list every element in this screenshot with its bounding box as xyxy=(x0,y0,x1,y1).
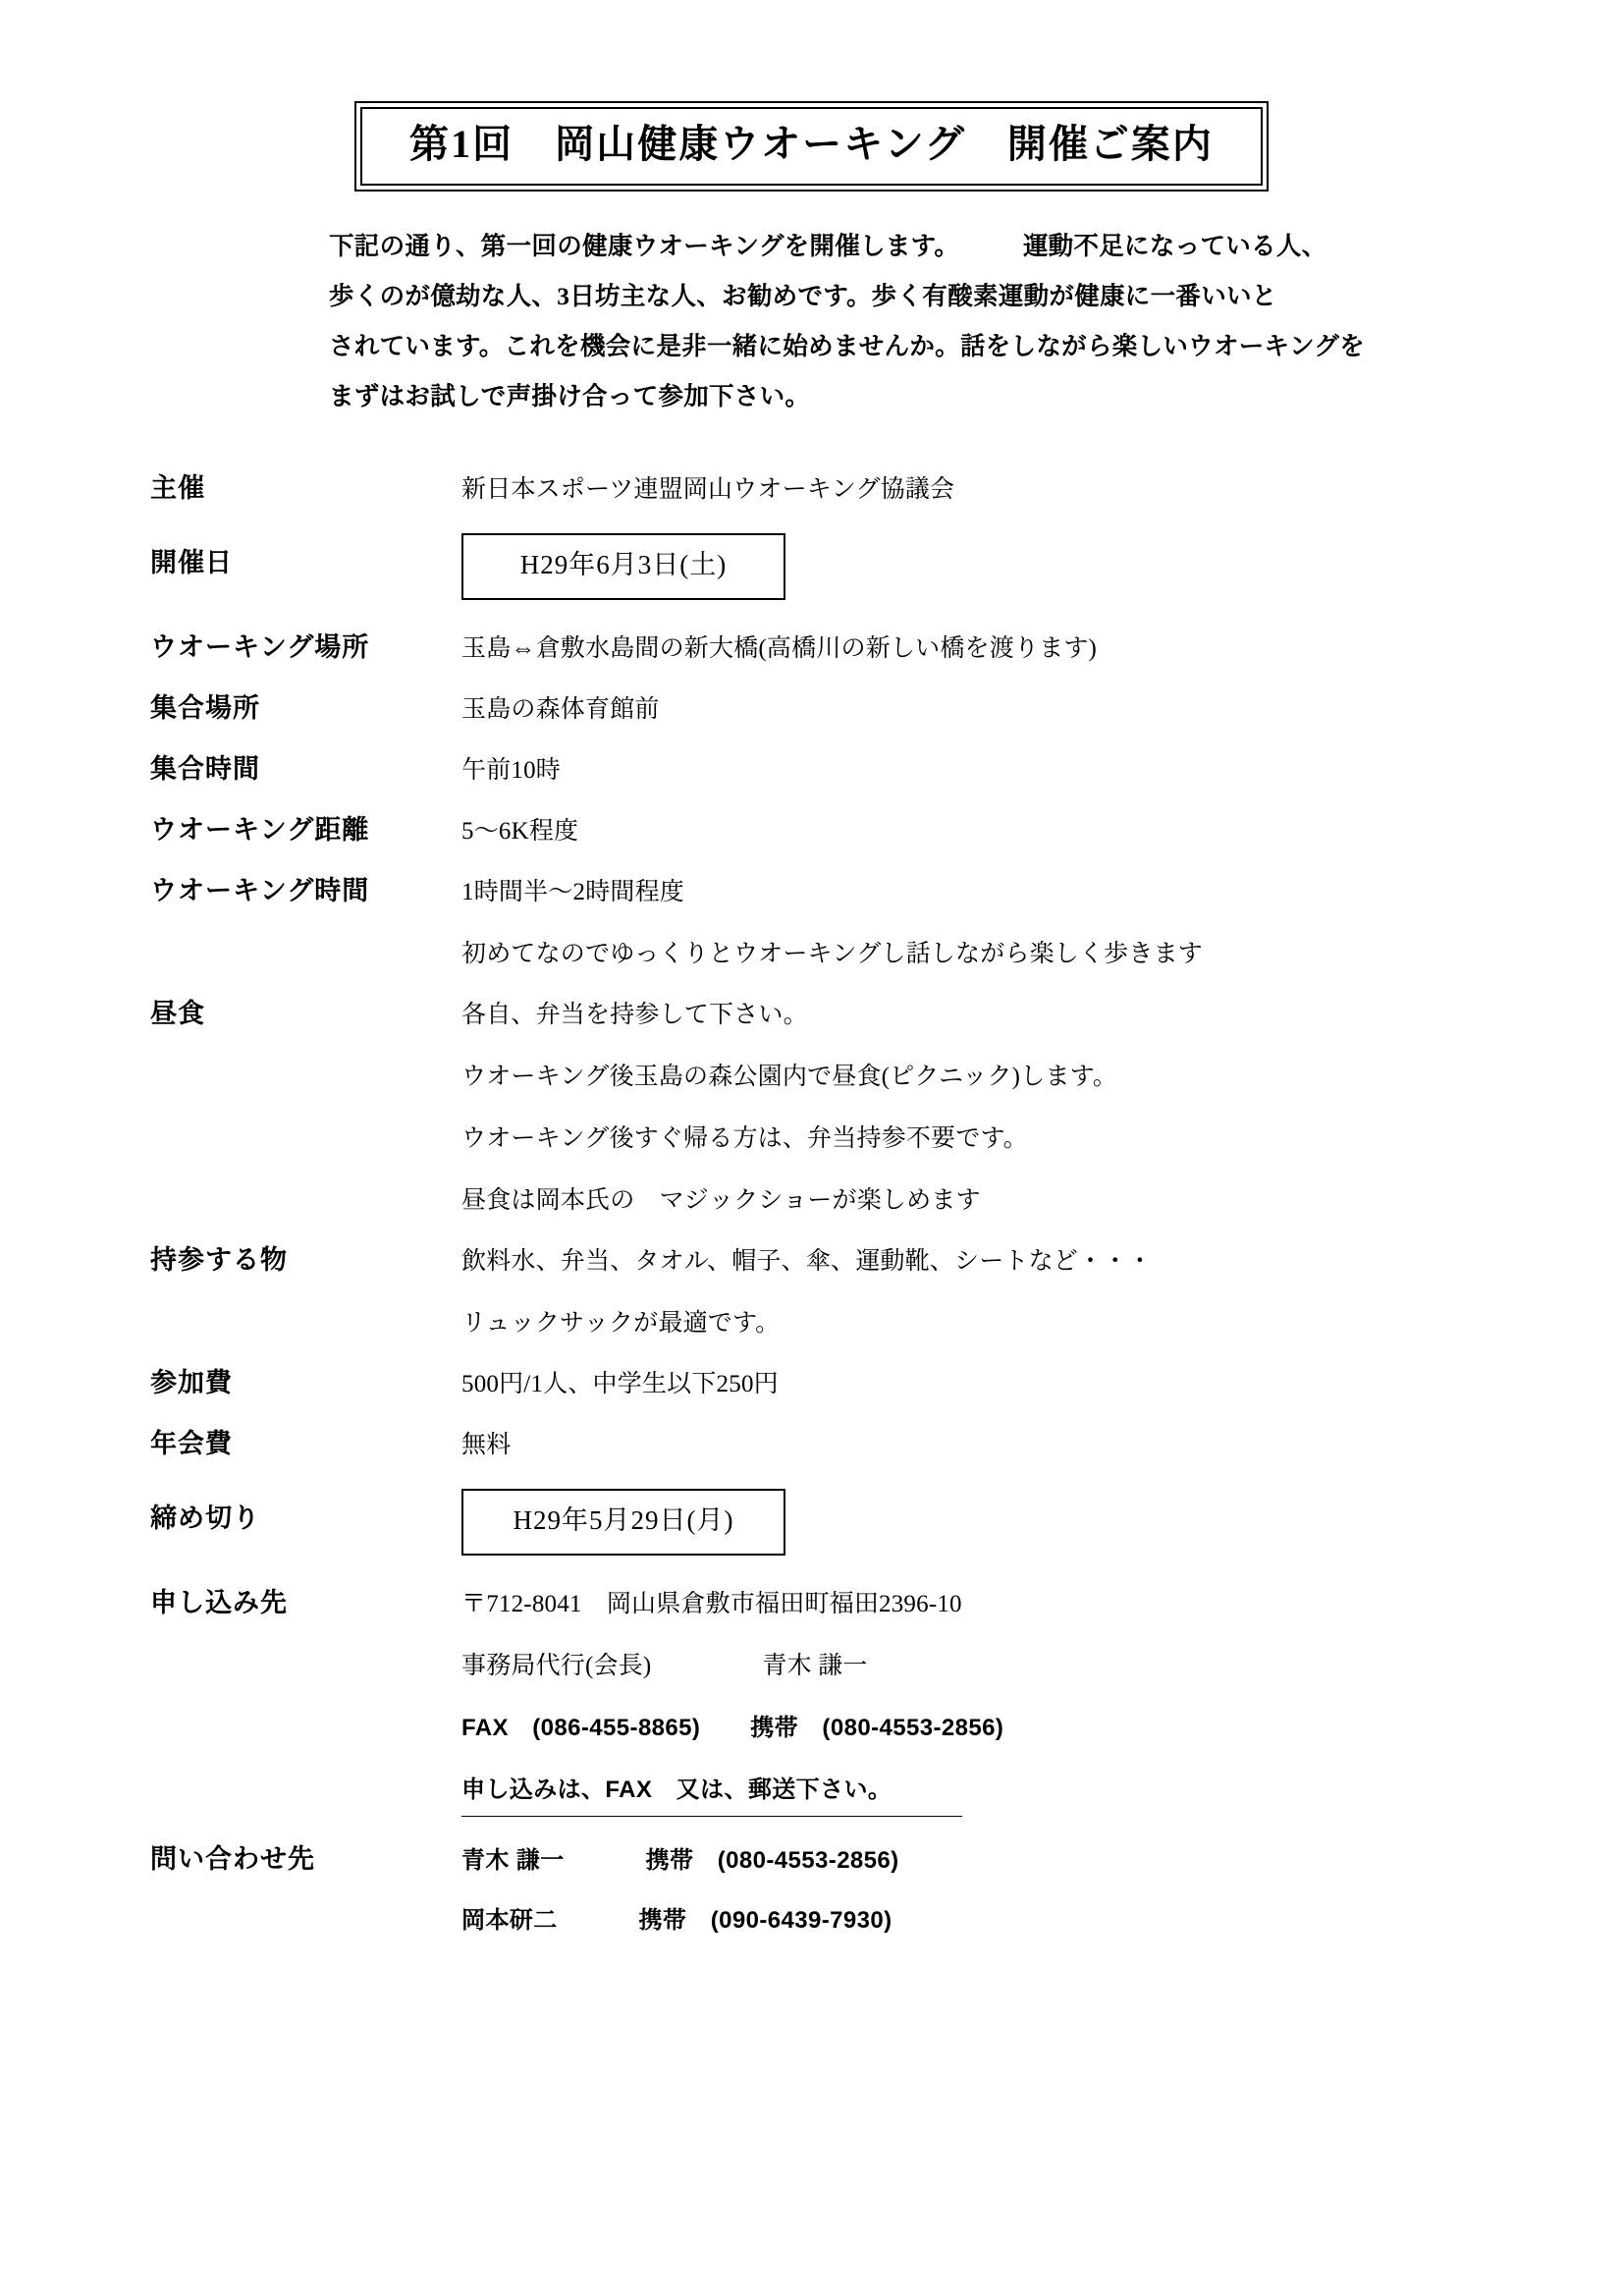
label-organizer: 主催 xyxy=(150,473,205,503)
label-place: ウオーキング場所 xyxy=(150,631,370,662)
inquiry-2-name: 岡本研二 xyxy=(461,1907,558,1935)
value-duration-wrap xyxy=(461,871,1505,971)
value-lunch-1: 各自、弁当を持参して下さい。 xyxy=(461,1001,808,1028)
value-organizer: 新日本スポーツ連盟岡山ウオーキング協議会 xyxy=(461,476,955,503)
value-apply-fax: FAX (086-455-8865) xyxy=(461,1714,701,1741)
inquiry-2-mobile: 携帯 (090-6439-7930) xyxy=(638,1907,893,1935)
value-meeting-place: 玉島の森体育館前 xyxy=(461,695,660,723)
title-inner-border xyxy=(360,107,1263,186)
label-date: 開催日 xyxy=(150,548,233,577)
label-distance: ウオーキング距離 xyxy=(150,814,370,845)
value-bring-2: リュックサックが最適です。 xyxy=(461,1309,781,1337)
inquiry-1-name: 青木 謙一 xyxy=(461,1847,565,1875)
page-title: 第1回 岡山健康ウオーキング 開催ご案内 xyxy=(409,122,1214,166)
intro-line-1: 下記の通り、第一回の健康ウオーキングを開催します。 運動不足になっている人、 xyxy=(329,232,1327,260)
value-apply-person: 青木 謙一 xyxy=(762,1652,868,1679)
title-outer-border xyxy=(354,101,1269,191)
value-apply-mobile: 携帯 (080-4553-2856) xyxy=(750,1714,1004,1741)
label-duration: ウオーキング時間 xyxy=(150,875,370,905)
inquiry-row-2 xyxy=(461,1903,1505,1938)
value-lunch-4: 昼食は岡本氏の マジックショーが楽しめます xyxy=(461,1186,981,1214)
value-lunch-2: ウオーキング後玉島の森公園内で昼食(ピクニック)します。 xyxy=(461,1063,1118,1090)
inquiry-1-mobile: 携帯 (080-4553-2856) xyxy=(645,1847,899,1875)
label-meeting-place: 集合場所 xyxy=(150,692,260,723)
row-organizer xyxy=(118,468,1505,507)
value-date-wrap xyxy=(461,529,1505,600)
intro-line-4: まずはお試しで声掛け合って参加下さい。 xyxy=(329,382,811,410)
row-deadline xyxy=(118,1485,1505,1556)
value-deadline-wrap xyxy=(461,1485,1505,1556)
value-duration-note: 初めてなのでゆっくりとウオーキングし話しながら楽しく歩きます xyxy=(461,940,1204,967)
value-apply-note: 申し込みは、FAX 又は、郵送下さい。 xyxy=(461,1774,962,1818)
row-apply xyxy=(118,1583,1505,1818)
row-fee xyxy=(118,1363,1505,1401)
intro-paragraph xyxy=(329,221,1488,421)
row-annual-fee xyxy=(118,1424,1505,1462)
label-annual-fee: 年会費 xyxy=(150,1428,233,1458)
value-meeting-time: 午前10時 xyxy=(461,756,562,784)
intro-line-3: されています。これを機会に是非一緒に始めませんか。話をしながら楽しいウオーキングを xyxy=(329,332,1365,360)
value-inquiry-wrap xyxy=(461,1839,1505,1938)
label-apply: 申し込み先 xyxy=(150,1587,288,1617)
intro-line-2: 歩くのが億劫な人、3日坊主な人、お勧めです。歩く有酸素運動が健康に一番いいと xyxy=(329,282,1277,310)
row-duration xyxy=(118,871,1505,971)
row-meeting-time xyxy=(118,749,1505,788)
label-meeting-time: 集合時間 xyxy=(150,753,260,784)
label-deadline: 締め切り xyxy=(150,1503,260,1533)
title-block xyxy=(118,101,1505,191)
value-apply-note-wrap xyxy=(461,1773,1505,1818)
value-apply-office: 事務局代行(会長) xyxy=(461,1652,652,1679)
row-date xyxy=(118,529,1505,600)
label-inquiry: 問い合わせ先 xyxy=(150,1844,315,1875)
row-lunch xyxy=(118,994,1505,1218)
value-fee: 500円/1人、中学生以下250円 xyxy=(461,1370,779,1397)
value-apply-office-line xyxy=(461,1649,1505,1683)
value-apply-contact-line xyxy=(461,1711,1505,1745)
value-apply-wrap xyxy=(461,1583,1505,1818)
value-lunch-wrap xyxy=(461,994,1505,1218)
inquiry-row-1 xyxy=(461,1843,1505,1878)
value-date: H29年6月3日(土) xyxy=(461,533,785,600)
row-place xyxy=(118,628,1505,666)
value-bring-1: 飲料水、弁当、タオル、帽子、傘、運動靴、シートなど・・・ xyxy=(461,1247,1153,1275)
value-lunch-3: ウオーキング後すぐ帰る方は、弁当持参不要です。 xyxy=(461,1124,1028,1152)
row-bring xyxy=(118,1240,1505,1340)
label-bring: 持参する物 xyxy=(150,1244,288,1275)
value-bring-wrap xyxy=(461,1240,1505,1340)
value-annual-fee: 無料 xyxy=(461,1431,512,1458)
label-fee: 参加費 xyxy=(150,1367,233,1397)
row-meeting-place xyxy=(118,688,1505,727)
details-list xyxy=(118,468,1505,1938)
row-inquiry xyxy=(118,1839,1505,1938)
value-apply-address: 〒712-8041 岡山県倉敷市福田町福田2396-10 xyxy=(461,1590,962,1617)
label-lunch: 昼食 xyxy=(150,998,205,1028)
value-place: 玉島⇔倉敷水島間の新大橋(高橋川の新しい橋を渡ります) xyxy=(461,634,1098,662)
value-duration: 1時間半〜2時間程度 xyxy=(461,878,685,905)
row-distance xyxy=(118,810,1505,848)
value-distance: 5〜6K程度 xyxy=(461,817,579,845)
value-deadline: H29年5月29日(月) xyxy=(461,1489,785,1556)
